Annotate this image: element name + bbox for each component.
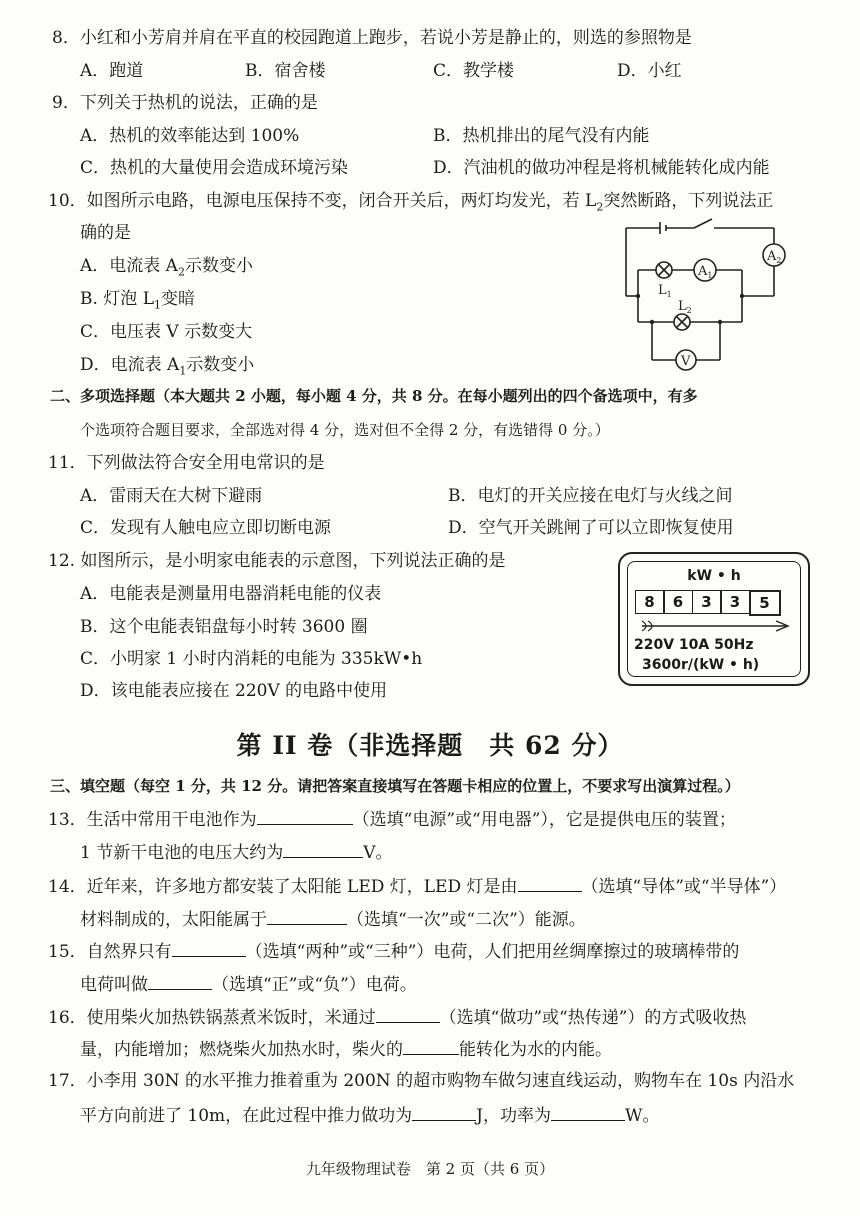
q10-stem-line2: 确的是: [80, 223, 131, 243]
q12-option-b: B．这个电能表铝盘每小时转 3600 圈: [80, 617, 368, 637]
lamp-l1-label: $L_1$: [658, 283, 672, 299]
page-footer: 九年级物理试卷 第 2 页（共 6 页）: [305, 1160, 555, 1178]
q14-line1: 14．近年来，许多地方都安装了太阳能 LED 灯，LED 灯是由 （选填“导体”或“半导体”）: [48, 873, 786, 899]
q10-option-d: D．电流表 $A_1$示数变小: [80, 355, 255, 378]
q12-option-d: D．该电能表应接在 220V 的电路中使用: [80, 681, 388, 701]
meter-unit-label: kW • h: [687, 568, 741, 584]
q16-line2: 量，内能增加；燃烧柴火加热水时，柴火的 能转化为水的内能。: [80, 1036, 612, 1062]
q8-option-b: B．宿舍楼: [245, 61, 326, 81]
q10-option-a: A．电流表 $A_2$示数变小: [80, 256, 253, 279]
section-3-header: 三、填空题（每空 1 分，共 12 分。请把答案直接填写在答题卡相应的位置上，不要求写出演算过程。）: [50, 777, 740, 795]
q12-stem: 12. 如图所示，是小明家电能表的示意图，下列说法正确的是: [48, 551, 506, 571]
answer-blank[interactable]: [267, 906, 347, 925]
q10-stem-line1: 10．如图所示电路，电源电压保持不变，闭合开关后，两灯均发光，若 $L_2$突然断路，下列说法正: [48, 191, 774, 214]
meter-digit: 6: [663, 590, 693, 614]
q9-option-c: C．热机的大量使用会造成环境污染: [80, 158, 349, 178]
q17-line2: 平方向前进了 10m，在此过程中推力做功为 J，功率为 W。: [80, 1102, 659, 1128]
lamp-l2-label: $L_2$: [678, 299, 692, 315]
q12-option-a: A．电能表是测量用电器消耗电能的仪表: [80, 584, 382, 604]
q9-option-d: D．汽油机的做功冲程是将机械能转化成内能: [433, 158, 770, 178]
energy-meter-diagram: [618, 552, 810, 686]
meter-spec-rating: 220V 10A 50Hz: [634, 637, 754, 653]
answer-blank[interactable]: [403, 1036, 459, 1055]
q11-option-d: D．空气开关跳闸了可以立即恢复使用: [448, 518, 734, 538]
voltmeter-label: V: [681, 354, 691, 369]
answer-blank[interactable]: [283, 839, 363, 858]
q8-option-d: D．小红: [617, 61, 682, 81]
q11-option-c: C．发现有人触电应立即切断电源: [80, 518, 332, 538]
q11-option-b: B．电灯的开关应接在电灯与火线之间: [448, 486, 733, 506]
q13-line2: 1 节新干电池的电压大约为 V。: [80, 839, 393, 865]
ammeter-a1-label: $A_1$: [698, 264, 713, 280]
answer-blank[interactable]: [148, 971, 212, 990]
meter-digit-decimal: 5: [749, 590, 781, 616]
answer-blank[interactable]: [257, 806, 353, 825]
answer-blank[interactable]: [172, 938, 246, 957]
q8-option-a: A．跑道: [80, 61, 144, 81]
meter-spec-revolutions: 3600r/(kW • h): [642, 657, 760, 673]
q17-line1: 17．小李用 30N 的水平推力推着重为 200N 的超市购物车做匀速直线运动，购物车在 10s 内沿水: [48, 1071, 795, 1091]
answer-blank[interactable]: [376, 1004, 440, 1023]
q11-option-a: A．雷雨天在大树下避雨: [80, 486, 263, 506]
circuit-diagram: [612, 214, 812, 376]
section-2-header-line1: 二、多项选择题（本大题共 2 小题，每小题 4 分，共 8 分。在每小题列出的四个备选项中，有多: [50, 387, 698, 405]
q8-option-c: C．教学楼: [433, 61, 515, 81]
ammeter-a2-label: $A_2$: [767, 249, 782, 265]
q9-option-a: A．热机的效率能达到 100%: [80, 126, 300, 146]
q9-stem: 9．下列关于热机的说法，正确的是: [52, 93, 318, 113]
section-2-header-line2: 个选项符合题目要求，全部选对得 4 分，选对但不全得 2 分，有选错得 0 分。）: [80, 421, 610, 439]
q14-line2: 材料制成的，太阳能属于 （选填“一次”或“二次”）能源。: [80, 906, 586, 932]
q12-option-c: C．小明家 1 小时内消耗的电能为 335kW•h: [80, 649, 423, 669]
q10-option-c: C．电压表 V 示数变大: [80, 322, 253, 342]
q11-stem: 11．下列做法符合安全用电常识的是: [48, 453, 325, 473]
q8-stem: 8．小红和小芳肩并肩在平直的校园跑道上跑步，若说小芳是静止的，则选的参照物是: [52, 28, 692, 48]
q15-line2: 电荷叫做 （选填“正”或“负”）电荷。: [80, 971, 417, 997]
part-2-title: 第 II 卷（非选择题 共 62 分）: [236, 731, 624, 760]
q9-option-b: B．热机排出的尾气没有内能: [433, 126, 650, 146]
answer-blank[interactable]: [518, 873, 582, 892]
meter-digit: 3: [692, 590, 722, 614]
rotation-arrow-icon: [636, 619, 796, 633]
meter-digit: 8: [635, 590, 665, 614]
q15-line1: 15．自然界只有 （选填“两种”或“三种”）电荷，人们把用丝绸摩擦过的玻璃棒带的: [48, 938, 739, 964]
q10-option-b: B. 灯泡 $L_1$变暗: [80, 289, 195, 312]
meter-digit: 3: [720, 590, 750, 614]
answer-blank[interactable]: [412, 1102, 476, 1121]
q13-line1: 13．生活中常用干电池作为 （选填“电源”或“用电器”），它是提供电压的装置；: [48, 806, 736, 832]
meter-digits: [636, 590, 781, 616]
answer-blank[interactable]: [551, 1102, 625, 1121]
q16-line1: 16．使用柴火加热铁锅蒸煮米饭时，米通过 （选填“做功”或“热传递”）的方式吸收热: [48, 1004, 746, 1030]
